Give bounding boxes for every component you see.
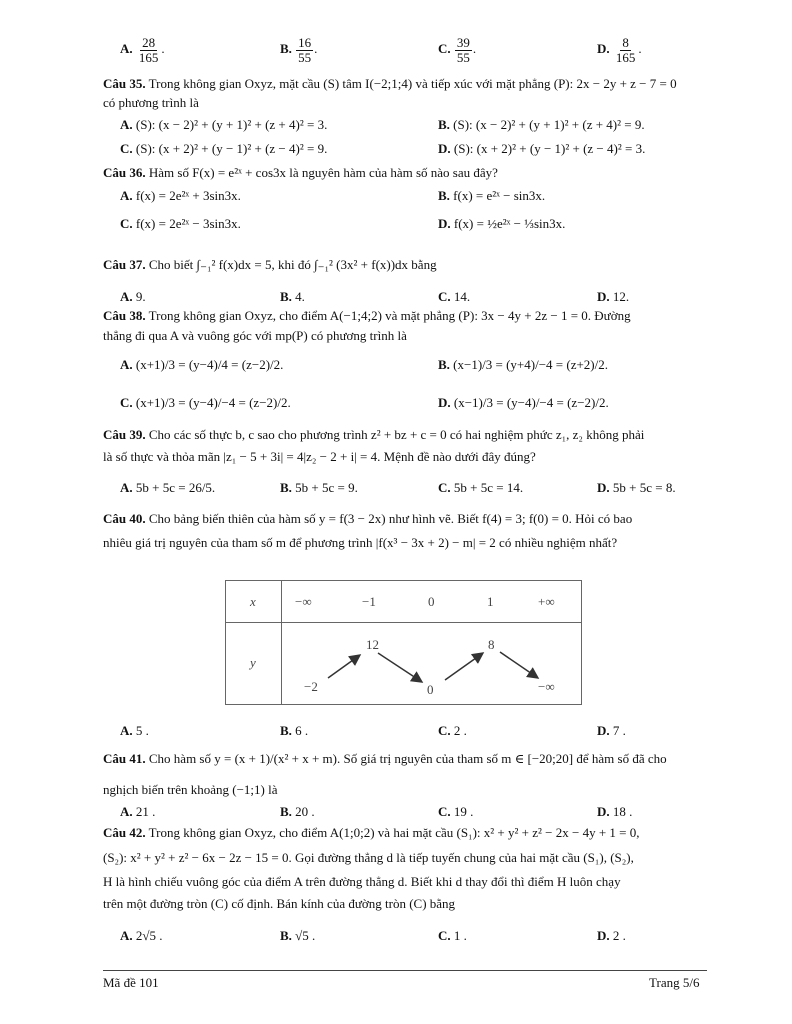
q35-stem-line2: có phương trình là [103, 95, 199, 110]
increase-arrow [328, 655, 360, 678]
table-y-value: 12 [366, 637, 379, 652]
q41-option-b: B. 20 . [280, 804, 315, 819]
q37-option-a: A. 9. [120, 289, 146, 304]
q42-option-d: D. 2 . [597, 928, 626, 943]
q37-option-c: C. 14. [438, 289, 471, 304]
q40-stem-line1: Câu 40. Cho bảng biến thiên của hàm số y = f(3 − 2x) như hình vẽ. Biết f(4) = 3; f(0) = 0. Hỏi có bao [103, 511, 633, 526]
q42-option-b: B. √5 . [280, 928, 316, 943]
page-number: Trang 5/6 [649, 975, 700, 990]
table-x-label: x [250, 594, 256, 609]
table-x-value: +∞ [538, 594, 555, 609]
q41-option-c: C. 19 . [438, 804, 474, 819]
q42-stem-line3: H là hình chiếu vuông góc của điểm A trên đường thẳng d. Biết khi d thay đổi thì điểm H luôn chạy [103, 874, 621, 889]
q38-option-c: C. (x+1)/3 = (y−4)/−4 = (z−2)/2. [120, 395, 291, 410]
q39-option-a: A. 5b + 5c = 26/5. [120, 480, 216, 495]
q41-stem-line2: nghịch biến trên khoảng (−1;1) là [103, 782, 278, 797]
table-y-value: −∞ [538, 679, 555, 694]
q40-option-b: B. 6 . [280, 723, 309, 738]
table-x-value: 0 [428, 594, 435, 609]
q41-option-d: D. 18 . [597, 804, 633, 819]
q38-stem-line2: thẳng đi qua A và vuông góc với mp(P) có phương trình là [103, 328, 407, 343]
table-x-value: 1 [487, 594, 494, 609]
q42-stem-line2: (S₂): x² + y² + z² − 6x − 2z − 15 = 0. Gọi đường thẳng d là tiếp tuyến chung của hai mặt cầu (S₁), (S₂), [103, 850, 634, 865]
footer-divider [103, 970, 707, 971]
q37-option-b: B. 4. [280, 289, 305, 304]
table-y-value: 0 [427, 682, 434, 697]
q40-stem-line2: nhiêu giá trị nguyên của tham số m để phương trình |f(x³ − 3x + 2) − m| = 2 có nhiều nghiệm nhất? [103, 535, 618, 550]
decrease-arrow [378, 653, 422, 682]
q37-stem: Câu 37. Cho biết ∫₋₁² f(x)dx = 5, khi đó ∫₋₁² (3x² + f(x))dx bằng [103, 257, 437, 272]
q41-option-a: A. 21 . [120, 804, 156, 819]
q39-stem-line1: Câu 39. Cho các số thực b, c sao cho phương trình z² + bz + c = 0 có hai nghiệm phức z₁, z₂ không phải [103, 427, 645, 442]
q39-option-b: B. 5b + 5c = 9. [280, 480, 358, 495]
q42-option-a: A. 2√5 . [120, 928, 163, 943]
q34-option-c: C. $\frac{39}{55}$ . [438, 35, 477, 65]
decrease-arrow [500, 652, 538, 678]
q35-option-c: C. (S): (x + 2)² + (y − 1)² + (z − 4)² = 9. [120, 141, 328, 156]
q36-option-b: B. f(x) = e²ˣ − sin3x. [438, 188, 546, 203]
q34-option-a: A. $\frac{28}{165}$ . [120, 35, 165, 65]
q39-option-c: C. 5b + 5c = 14. [438, 480, 524, 495]
q41-stem-line1: Câu 41. Cho hàm số y = (x + 1)/(x² + x + m). Số giá trị nguyên của tham số m ∈ [−20;20] để hàm số đã cho [103, 751, 667, 766]
q36-option-c: C. f(x) = 2e²ˣ − 3sin3x. [120, 216, 241, 231]
q36-stem: Câu 36. Hàm số F(x) = e²ˣ + cos3x là nguyên hàm của hàm số nào sau đây? [103, 165, 498, 180]
q38-stem-line1: Câu 38. Trong không gian Oxyz, cho điểm A(−1;4;2) và mặt phẳng (P): 3x − 4y + 2z − 1 = 0. Đường [103, 308, 631, 323]
q34-option-b: B. $\frac{16}{55}$ . [280, 35, 318, 65]
q38-option-b: B. (x−1)/3 = (y+4)/−4 = (z+2)/2. [438, 357, 608, 372]
q35-stem-line1: Câu 35. Trong không gian Oxyz, mặt cầu (S) tâm I(−2;1;4) và tiếp xúc với mặt phẳng (P): 2x − 2y + z − 7 = 0 [103, 76, 677, 91]
q40-option-a: A. 5 . [120, 723, 149, 738]
exam-code: Mã đề 101 [103, 975, 159, 990]
q37-option-d: D. 12. [597, 289, 630, 304]
q36-option-a: A. f(x) = 2e²ˣ + 3sin3x. [120, 188, 241, 203]
increase-arrow [445, 653, 483, 680]
table-x-value: −1 [362, 594, 376, 609]
q38-option-a: A. (x+1)/3 = (y−4)/4 = (z−2)/2. [120, 357, 284, 372]
q34-option-d: D. $\frac{8}{165}$ . [597, 35, 642, 65]
table-y-label: y [250, 655, 256, 670]
q39-stem-line2: là số thực và thỏa mãn |z₁ − 5 + 3i| = 4|z₂ − 2 + i| = 4. Mệnh đề nào dưới đây đúng? [103, 449, 536, 464]
q42-stem-line1: Câu 42. Trong không gian Oxyz, cho điểm A(1;0;2) và hai mặt cầu (S₁): x² + y² + z² − 2x − 4y + 1 = 0, [103, 825, 640, 840]
table-y-value: 8 [488, 637, 495, 652]
q38-option-d: D. (x−1)/3 = (y−4)/−4 = (z−2)/2. [438, 395, 609, 410]
table-y-value: −2 [304, 679, 318, 694]
q35-option-d: D. (S): (x + 2)² + (y − 1)² + (z − 4)² = 3. [438, 141, 646, 156]
q40-option-d: D. 7 . [597, 723, 626, 738]
q35-option-a: A. (S): (x − 2)² + (y + 1)² + (z + 4)² = 3. [120, 117, 328, 132]
q36-option-d: D. f(x) = ½e²ˣ − ⅓sin3x. [438, 216, 566, 231]
q39-option-d: D. 5b + 5c = 8. [597, 480, 676, 495]
q42-option-c: C. 1 . [438, 928, 467, 943]
q35-option-b: B. (S): (x − 2)² + (y + 1)² + (z + 4)² = 9. [438, 117, 645, 132]
q42-stem-line4: trên một đường tròn (C) cố định. Bán kính của đường tròn (C) bằng [103, 896, 456, 911]
table-x-value: −∞ [295, 594, 312, 609]
q40-option-c: C. 2 . [438, 723, 467, 738]
